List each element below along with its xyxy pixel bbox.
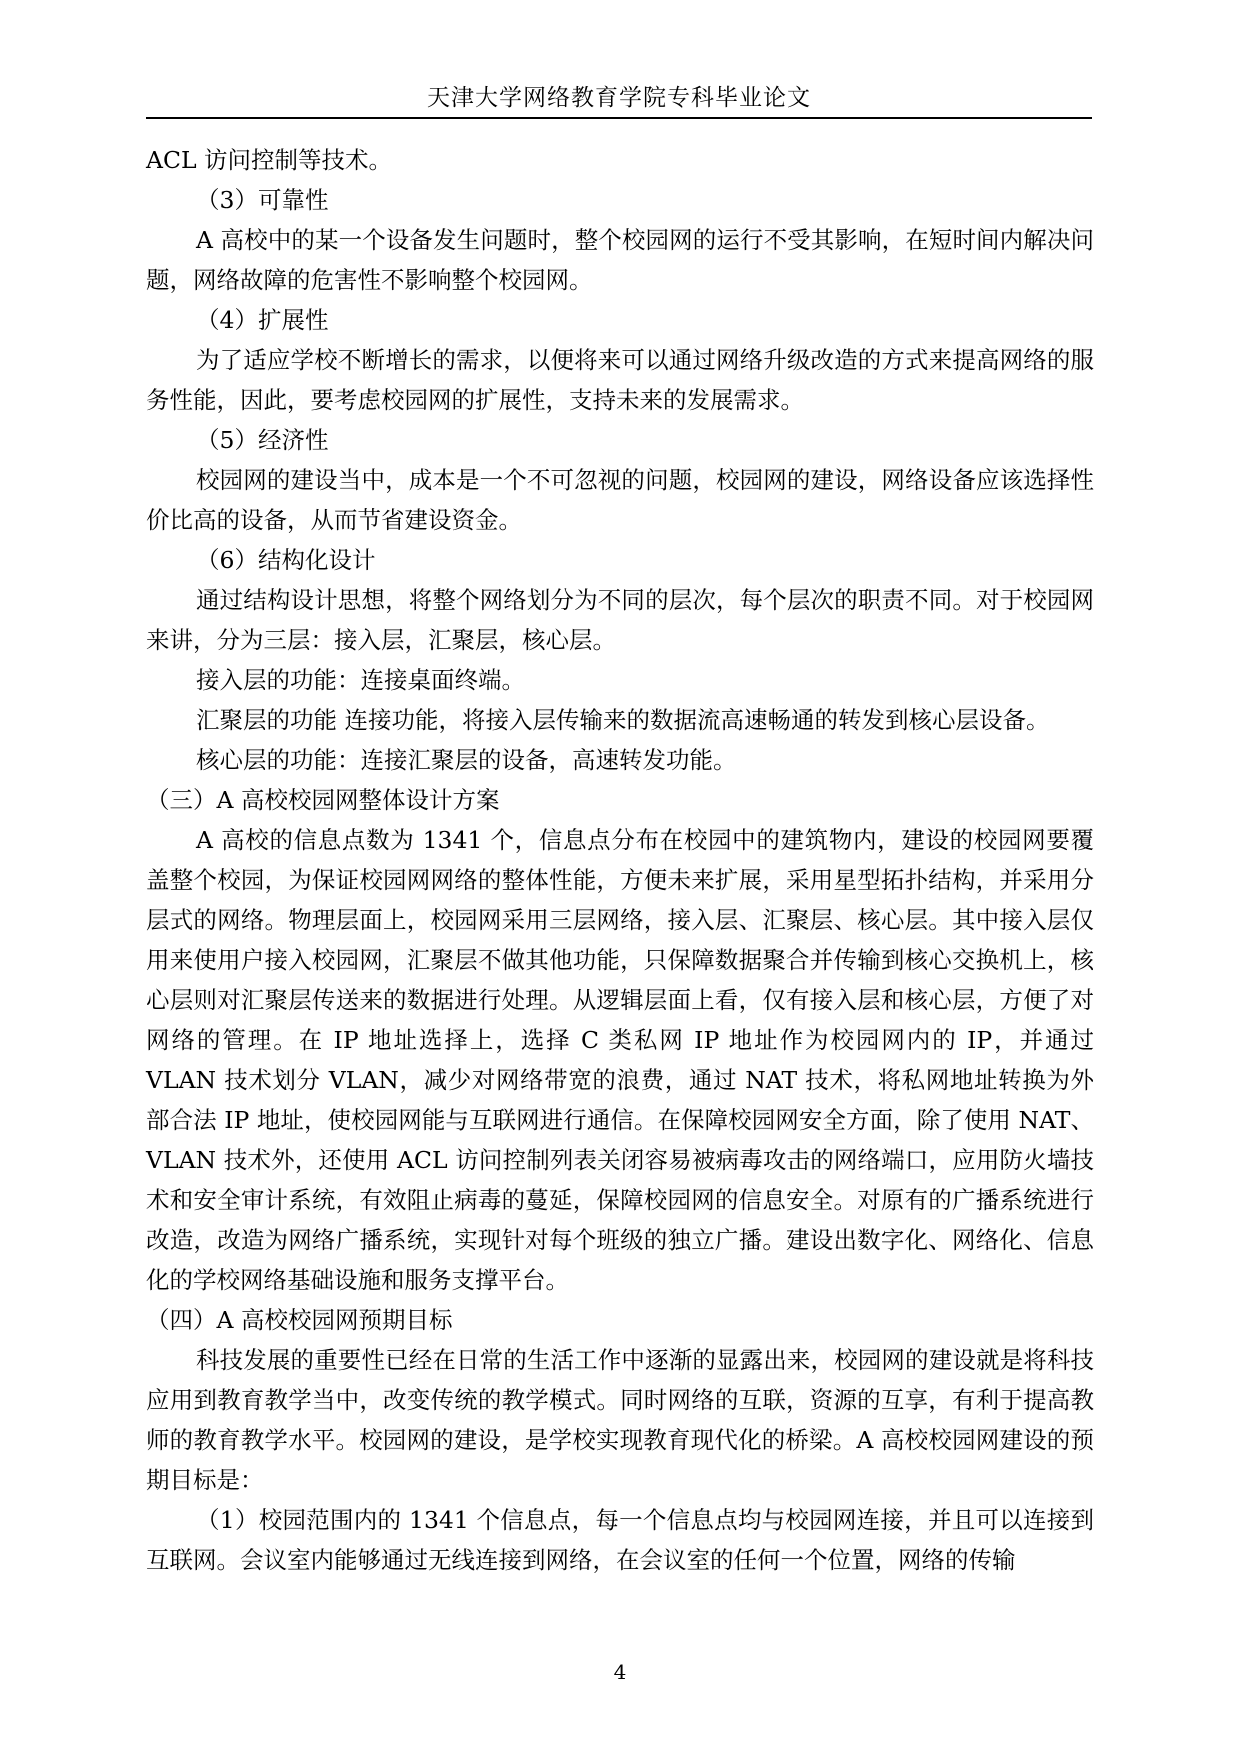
paragraph-reliability: A 高校中的某一个设备发生问题时，整个校园网的运行不受其影响，在短时间内解决问题，网络故障的危害性不影响整个校园网。 (146, 226, 1094, 294)
section-heading-expected-goals: （四）A 高校校园网预期目标 (146, 1306, 453, 1334)
subheading-reliability: （3）可靠性 (196, 186, 329, 214)
paragraph-goal-1: （1）校园范围内的 1341 个信息点，每一个信息点均与校园网连接，并且可以连接到互联网。会议室内能够通过无线连接到网络，在会议室的任何一个位置，网络的传输 (146, 1506, 1094, 1574)
paragraph-aggregation-layer: 汇聚层的功能 连接功能，将接入层传输来的数据流高速畅通的转发到核心层设备。 (196, 706, 1050, 734)
paragraph-core-layer: 核心层的功能：连接汇聚层的设备，高速转发功能。 (196, 746, 737, 774)
section-heading-overall-design: （三）A 高校校园网整体设计方案 (146, 786, 500, 814)
paragraph-structured-design: 通过结构设计思想，将整个网络划分为不同的层次，每个层次的职责不同。对于校园网来讲，分为三层：接入层，汇聚层，核心层。 (146, 586, 1094, 654)
header-divider (146, 117, 1092, 119)
body-text (146, 140, 1094, 1580)
subheading-structured-design: （6）结构化设计 (196, 546, 376, 574)
subheading-economy: （5）经济性 (196, 426, 329, 454)
paragraph-economy: 校园网的建设当中，成本是一个不可忽视的问题，校园网的建设，网络设备应该选择性价比高的设备，从而节省建设资金。 (146, 466, 1094, 534)
subheading-scalability: （4）扩展性 (196, 306, 329, 334)
paragraph-overall-design: A 高校的信息点数为 1341 个，信息点分布在校园中的建筑物内，建设的校园网要覆盖整个校园，为保证校园网网络的整体性能，方便未来扩展，采用星型拓扑结构，并采用分层式的网络。物理层面上，校园网采用三层网络，接入层、汇聚层、核心层。其中接入层仅用来使用户接入校园网，汇聚层不做其他功能，只保障数据聚合并传输到核心交换机上，核心层则对汇聚层传送来的数据进行处理。从逻辑层面上看，仅有接入层和核心层，方便了对网络的管理。在 IP 地址选择上，选择 C 类私网 IP 地址作为校园网内的 IP，并通过 VLAN 技术划分 VLAN，减少对网络带宽的浪费，通过 NAT 技术，将私网地址转换为外部合法 IP 地址，使校园网能与互联网进行通信。在保障校园网安全方面，除了使用 NAT、VLAN 技术外，还使用 ACL 访问控制列表关闭容易被病毒攻击的网络端口，应用防火墙技术和安全审计系统，有效阻止病毒的蔓延，保障校园网的信息安全。对原有的广播系统进行改造，改造为网络广播系统，实现针对每个班级的独立广播。建设出数字化、网络化、信息化的学校网络基础设施和服务支撑平台。 (146, 826, 1094, 1294)
paragraph-access-layer: 接入层的功能：连接桌面终端。 (196, 666, 525, 694)
paragraph-continuation: ACL 访问控制等技术。 (146, 146, 393, 174)
paragraph-expected-goals: 科技发展的重要性已经在日常的生活工作中逐渐的显露出来，校园网的建设就是将科技应用到教育教学当中，改变传统的教学模式。同时网络的互联，资源的互享，有利于提高教师的教育教学水平。校园网的建设，是学校实现教育现代化的桥梁。A 高校校园网建设的预期目标是： (146, 1346, 1094, 1494)
page-header-title: 天津大学网络教育学院专科毕业论文 (427, 85, 811, 111)
paragraph-scalability: 为了适应学校不断增长的需求，以便将来可以通过网络升级改造的方式来提高网络的服务性能，因此，要考虑校园网的扩展性，支持未来的发展需求。 (146, 346, 1094, 414)
page-number: 4 (613, 1660, 627, 1684)
